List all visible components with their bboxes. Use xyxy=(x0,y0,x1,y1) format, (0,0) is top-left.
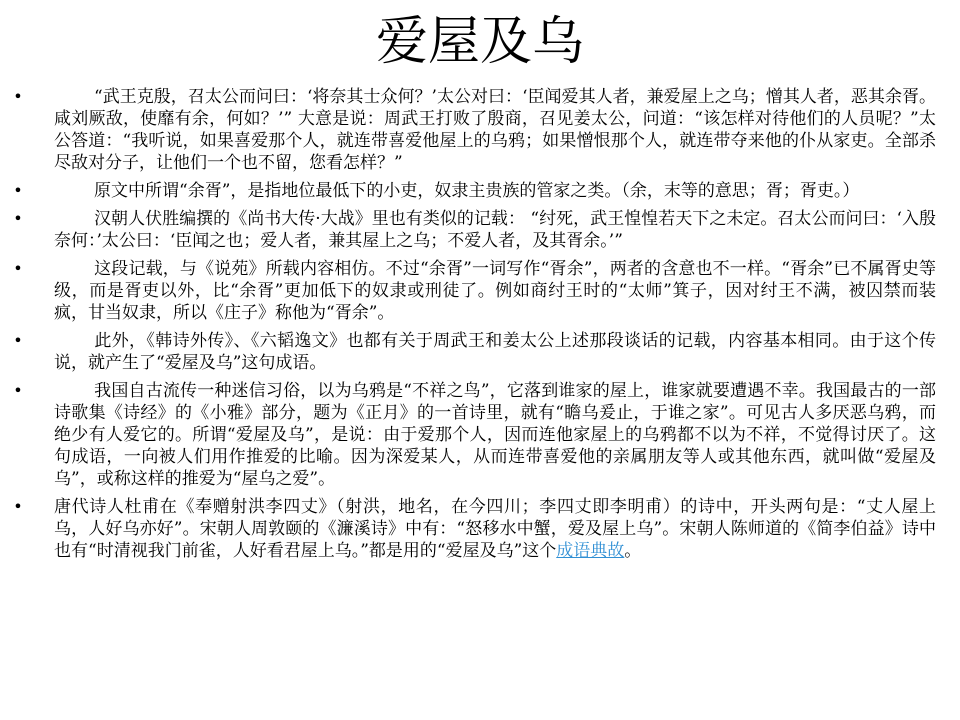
bullet-paragraph xyxy=(0,208,960,252)
paragraph-text: “武王克殷，召太公而问曰：‘将奈其士众何？’太公对曰：‘臣闻爱其人者，兼爱屋上之乌；憎其人者，恶其余胥。咸刘厥敌，使靡有余，何如？’” 大意是说：周武王打败了殷商，召见姜太公，问道：“该怎样对待他们的人员呢？”太公答道：“我听说，如果喜爱那个人，就连带喜爱他屋上的乌鸦；如果憎恨那个人，就连带夺来他的仆从家吏。全部杀尽敌对分子，让他们一个也不留，您看怎样？” xyxy=(54,87,936,173)
bullet-paragraph xyxy=(0,86,960,174)
bullet-icon: • xyxy=(13,181,23,200)
bullet-paragraph xyxy=(0,380,960,490)
idiom-allusion-link[interactable]: 成语典故 xyxy=(556,541,625,561)
bullet-list xyxy=(0,86,960,716)
paragraph-text: 此外，《韩诗外传》、《六韬逸文》也都有关于周武王和姜太公上述那段谈话的记载，内容基本相同。由于这个传说，就产生了“爱屋及乌”这句成语。 xyxy=(54,331,936,373)
bullet-icon: • xyxy=(13,331,23,350)
bullet-icon: • xyxy=(13,259,23,278)
paragraph-suffix: 。 xyxy=(624,541,642,561)
bullet-icon: • xyxy=(13,209,23,228)
paragraph-text: 唐代诗人杜甫在《奉赠射洪李四丈》（射洪，地名，在今四川；李四丈即李明甫）的诗中，开头两句是：“丈人屋上乌，人好乌亦好”。宋朝人周敦颐的《濂溪诗》中有：“怒移水中蟹，爱及屋上乌”。宋朝人陈师道的《简李伯益》诗中也有“时清视我门前雀，人好看君屋上乌。”都是用的“爱屋及乌”这个 xyxy=(54,497,936,561)
bullet-paragraph xyxy=(0,180,960,202)
slide-title: 爱屋及乌 xyxy=(375,12,584,72)
paragraph-text: 我国自古流传一种迷信习俗，以为乌鸦是“不祥之鸟”，它落到谁家的屋上，谁家就要遭遇不幸。我国最古的一部诗歌集《诗经》的《小雅》部分，题为《正月》的一首诗里，就有“瞻乌爰止，于谁之家”。可见古人多厌恶乌鸦，而绝少有人爱它的。所谓“爱屋及乌”，是说：由于爱那个人，因而连他家屋上的乌鸦都不以为不祥，不觉得讨厌了。这句成语，一向被人们用作推爱的比喻。因为深爱某人，从而连带喜爱他的亲属朋友等人或其他东西，就叫做“爱屋及乌”，或称这样的推爱为“屋乌之爱”。 xyxy=(54,381,936,489)
bullet-paragraph xyxy=(0,496,960,562)
bullet-paragraph xyxy=(0,258,960,324)
bullet-paragraph xyxy=(0,330,960,374)
bullet-icon: • xyxy=(13,497,23,516)
paragraph-text: 这段记载，与《说苑》所载内容相仿。不过“余胥”一词写作“胥余”，两者的含意也不一样。“胥余”已不属胥史等级，而是胥吏以外，比“余胥”更加低下的奴隶或刑徒了。例如商纣王时的“太师”箕子，因对纣王不满，被囚禁而装疯，甘当奴隶，所以《庄子》称他为“胥余”。 xyxy=(54,259,936,323)
paragraph-text: 原文中所谓“余胥”，是指地位最低下的小吏，奴隶主贵族的管家之类。（余，末等的意思；胥；胥吏。） xyxy=(94,181,860,201)
paragraph-text: 汉朝人伏胜编撰的《尚书大传·大战》里也有类似的记载： “纣死，武王惶惶若天下之未定。召太公而问曰：‘入殷奈何：’太公曰：‘臣闻之也；爱人者，兼其屋上之乌；不爱人者，及其胥余。’” xyxy=(54,209,936,251)
bullet-icon: • xyxy=(13,87,23,106)
bullet-icon: • xyxy=(13,381,23,400)
